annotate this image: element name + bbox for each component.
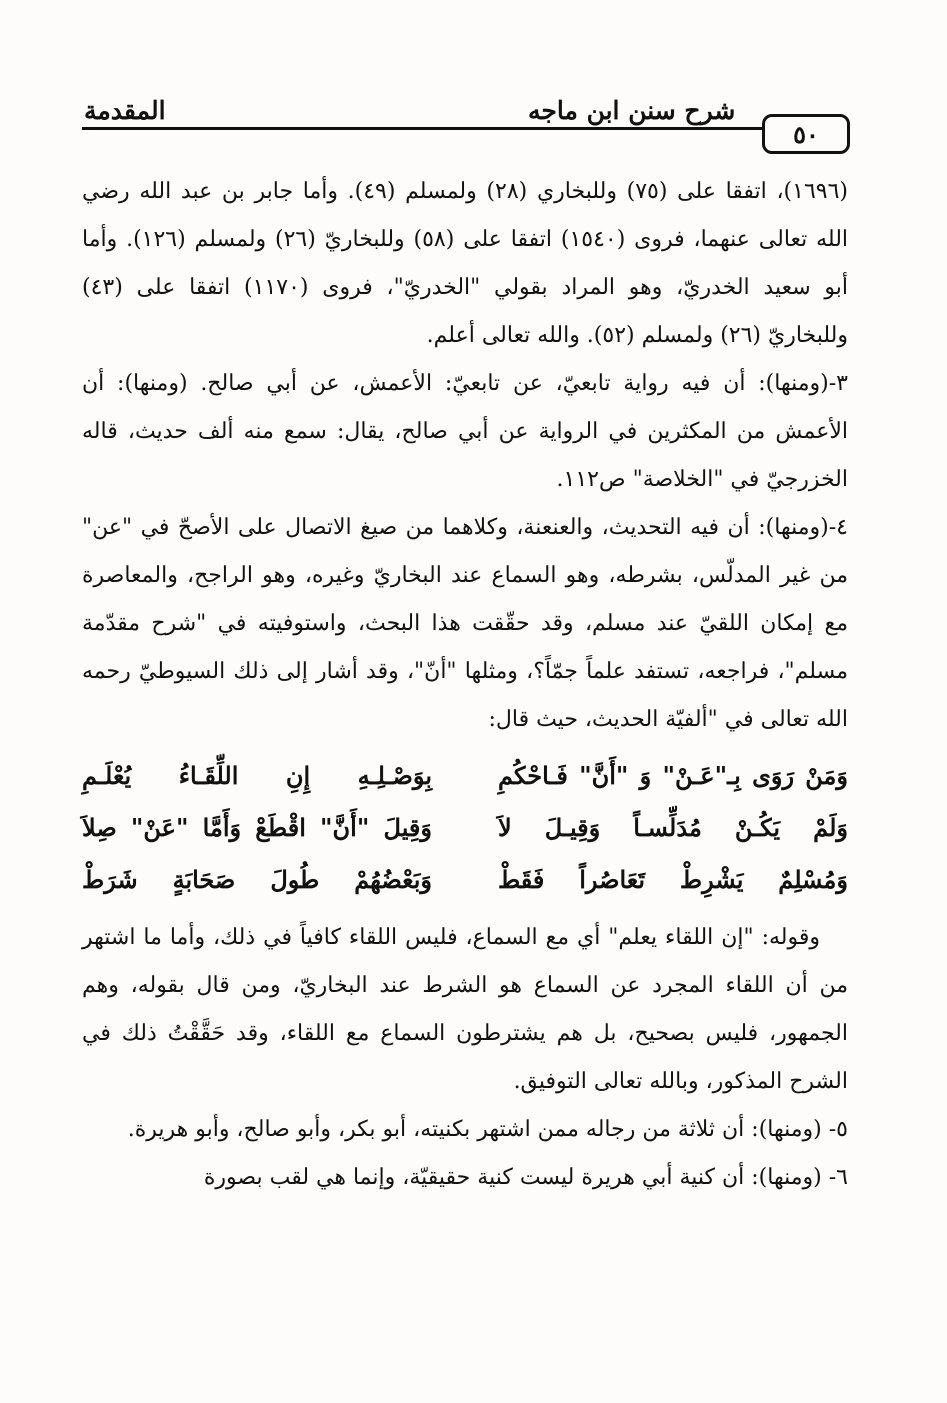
verse-first-half: وَلَمْ يَكُـنْ مُدَلِّسـاً وَقِيـلَ لاَ bbox=[498, 813, 848, 842]
paragraph-point-6: ٦- (ومنها): أن كنية أبي هريرة ليست كنية حقيقيّة، وإنما هي لقب بصورة bbox=[203, 1165, 848, 1190]
section-title: المقدمة bbox=[84, 96, 166, 125]
paragraph-point-4: ٤-(ومنها): أن فيه التحديث، والعنعنة، وكلاهما من صيغ الاتصال على الأصحّ في "عن" من غير المدلّس، بشرطه، وهو السماع عند البخاريّ وغيره، وهو الراجح، والمعاصرة مع إمكان اللقيّ عند مسلم، وقد حقّقت هذا البحث، واستوفيته في "شرح مقدّمة مسلم"، فراجعه، تستفد علماً جمّاً؟، ومثلها "أنّ"، وقد أشار إلى ذلك السيوطيّ رحمه الله تعالى في "ألفيّة الحديث، حيث قال: bbox=[82, 515, 848, 732]
paragraph-point-5: ٥- (ومنها): أن ثلاثة من رجاله ممن اشتهر بكنيته، أبو بكر، وأبو صالح، وأبو هريرة. bbox=[127, 1117, 848, 1142]
poem-verse bbox=[82, 802, 848, 854]
verse-second-half: وَقِيلَ "أَنَّ" اقْطَعْ وَأَمَّا "عَنْ" صِلاَ bbox=[82, 813, 432, 842]
paragraph-commentary: وقوله: "إن اللقاء يعلم" أي مع السماع، فليس اللقاء كافياً في ذلك، وأما ما اشتهر من أن اللقاء المجرد عن السماع هو الشرط عند البخاريّ، ومن قال بقوله، وهم الجمهور، فليس بصحيح، بل هم يشترطون السماع مع اللقاء، وقد حَقَّقْتُ ذلك في الشرح المذكور، وبالله تعالى التوفيق. bbox=[82, 925, 848, 1094]
poem-verse bbox=[82, 854, 848, 906]
header-rule bbox=[82, 127, 762, 130]
verse-second-half: بِوَصْـلِـهِ إِنِ اللِّقَـاءُ يُعْلَـمِ bbox=[82, 761, 432, 790]
verse-second-half: وَبَعْضُهُمْ طُولَ صَحَابَةٍ شَرَطْ bbox=[82, 865, 432, 894]
paragraph-point-3: ٣-(ومنها): أن فيه رواية تابعيّ، عن تابعيّ: الأعمش، عن أبي صالح. (ومنها): أن الأعمش من المكثرين في الرواية عن أبي صالح، يقال: سمع منه ألف حديث، قاله الخزرجيّ في "الخلاصة" ص١١٢. bbox=[82, 371, 848, 492]
poem-verse bbox=[82, 750, 848, 802]
book-title: شرح سنن ابن ماجه bbox=[528, 96, 736, 125]
verse-first-half: وَمَنْ رَوَى بِـ"عَـنْ" وَ "أَنَّ" فَـاحْكُمِ bbox=[498, 761, 848, 790]
poem-verses bbox=[82, 750, 848, 906]
verse-first-half: وَمُسْلِمٌ يَشْرِطْ تَعَاصُراً فَقَطْ bbox=[498, 865, 848, 894]
page-number: ٥٠ bbox=[762, 114, 850, 154]
page-body bbox=[82, 168, 848, 1202]
paragraph-narrators-stats: (١٦٩٦)، اتفقا على (٧٥) وللبخاري (٢٨) ولمسلم (٤٩). وأما جابر بن عبد الله رضي الله تعالى عنهما، فروى (١٥٤٠) اتفقا على (٥٨) وللبخاريّ (٢٦) ولمسلم (١٢٦). وأما أبو سعيد الخدريّ، وهو المراد بقولي "الخدريّ"، فروى (١١٧٠) اتفقا على (٤٣) وللبخاريّ (٢٦) ولمسلم (٥٢). والله تعالى أعلم. bbox=[82, 179, 849, 348]
